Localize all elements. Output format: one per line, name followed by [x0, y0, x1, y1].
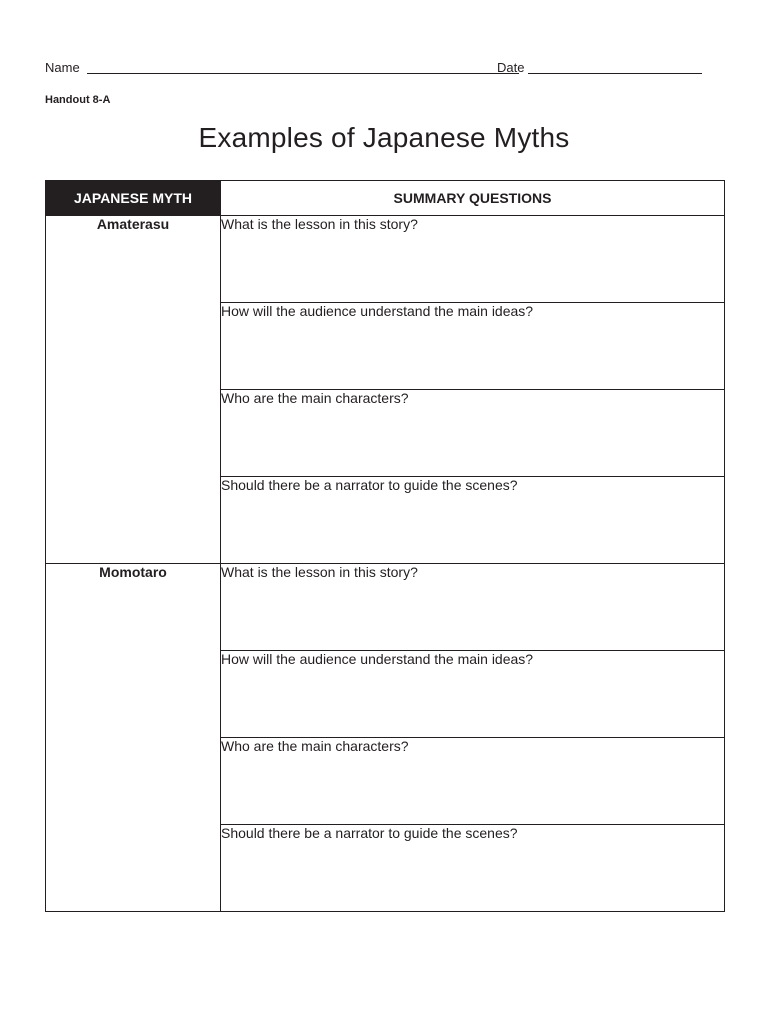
- question-cell[interactable]: Who are the main characters?: [221, 390, 725, 477]
- myth-name-momotaro: Momotaro: [46, 564, 221, 912]
- question-cell[interactable]: How will the audience understand the main ideas?: [221, 651, 725, 738]
- name-blank-line[interactable]: [87, 73, 519, 74]
- question-cell[interactable]: Should there be a narrator to guide the scenes?: [221, 477, 725, 564]
- table-row: [46, 216, 725, 303]
- question-cell[interactable]: Who are the main characters?: [221, 738, 725, 825]
- table-header-row: [46, 181, 725, 216]
- page-title: Examples of Japanese Myths: [198, 122, 570, 153]
- question-cell[interactable]: What is the lesson in this story?: [221, 216, 725, 303]
- question-cell[interactable]: Should there be a narrator to guide the scenes?: [221, 825, 725, 912]
- myths-table: [45, 180, 725, 912]
- date-label: Date: [497, 60, 525, 75]
- name-date-row: [45, 58, 725, 78]
- column-header-questions: SUMMARY QUESTIONS: [221, 181, 725, 216]
- date-blank-line[interactable]: [528, 73, 702, 74]
- myth-name-amaterasu: Amaterasu: [46, 216, 221, 564]
- table-row: [46, 564, 725, 651]
- question-cell[interactable]: How will the audience understand the main ideas?: [221, 303, 725, 390]
- column-header-myth: JAPANESE MYTH: [46, 181, 221, 216]
- question-cell[interactable]: What is the lesson in this story?: [221, 564, 725, 651]
- handout-number: Handout 8-A: [45, 94, 111, 106]
- name-label: Name: [45, 60, 80, 75]
